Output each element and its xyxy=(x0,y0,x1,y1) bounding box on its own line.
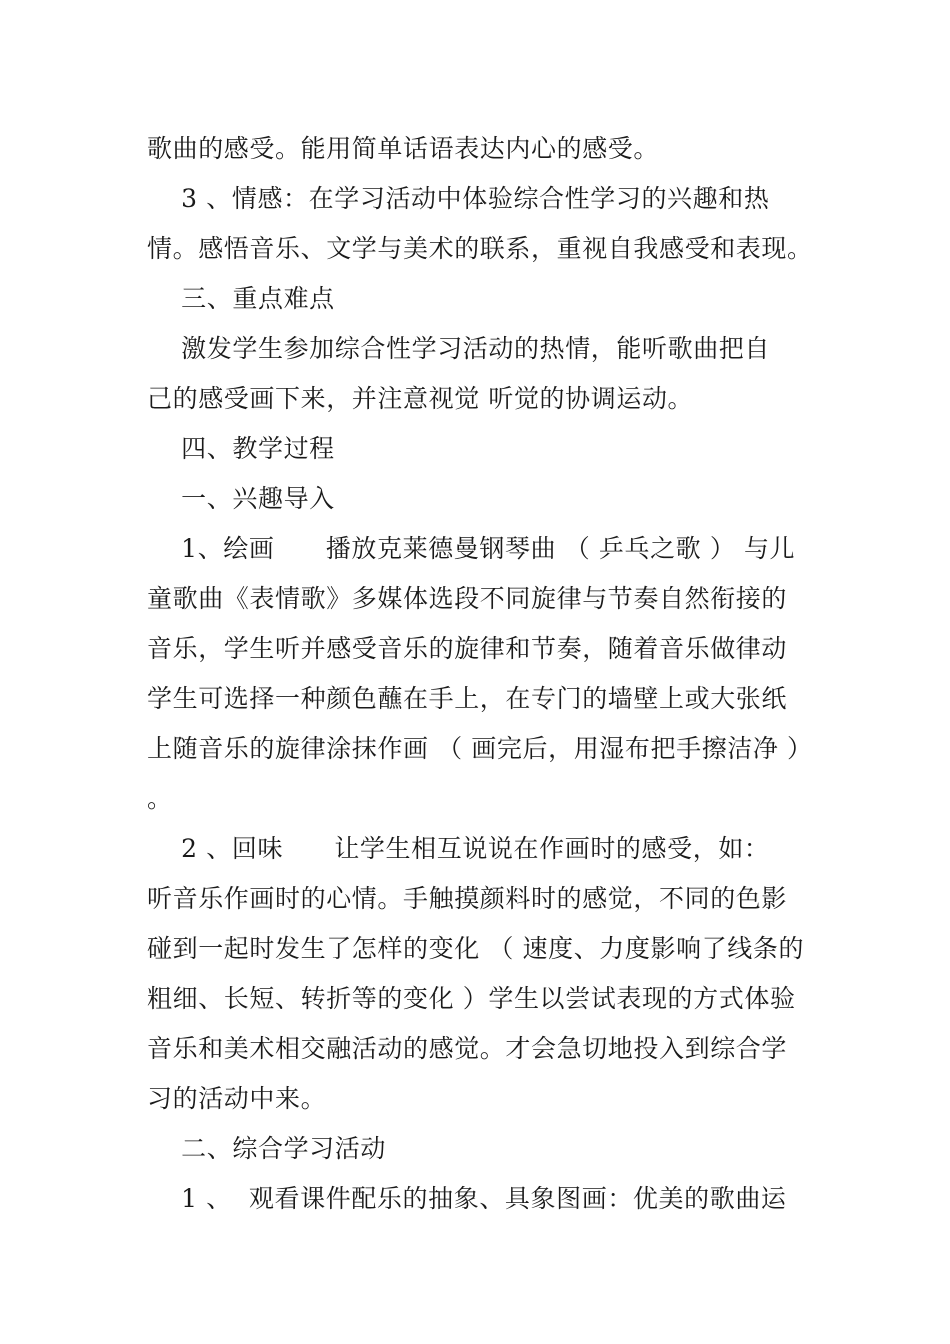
text-line: 粗细、长短、转折等的变化 ）学生以尝试表现的方式体验 xyxy=(147,984,796,1013)
text-line: 学生可选择一种颜色蘸在手上，在专门的墙壁上或大张纸 xyxy=(147,684,788,713)
section-heading: 二、综合学习活动 xyxy=(147,1134,386,1163)
section-heading: 三、重点难点 xyxy=(147,284,335,313)
text-line: 激发学生参加综合性学习活动的热情，能听歌曲把自 xyxy=(147,334,770,363)
text-line: 习的活动中来。 xyxy=(147,1084,327,1113)
section-heading: 一、兴趣导入 xyxy=(147,484,335,513)
section-heading: 四、教学过程 xyxy=(147,434,335,463)
text-line: 童歌曲《表情歌》多媒体选段不同旋律与节奏自然衔接的 xyxy=(147,584,788,613)
text-line: 听音乐作画时的心情。手触摸颜料时的感觉，不同的色影 xyxy=(147,884,788,913)
text-line: 3 、情感：在学习活动中体验综合性学习的兴趣和热 xyxy=(147,184,770,213)
text-line: 上随音乐的旋律涂抹作画 （ 画完后，用湿布把手擦洁净 ） xyxy=(147,734,813,763)
text-line: 2 、回味 让学生相互说说在作画时的感受，如： xyxy=(147,834,770,863)
text-line: 1 、 观看课件配乐的抽象、具象图画：优美的歌曲运 xyxy=(147,1184,787,1213)
text-line: 音乐和美术相交融活动的感觉。才会急切地投入到综合学 xyxy=(147,1034,788,1063)
text-line: 碰到一起时发生了怎样的变化 （ 速度、力度影响了线条的 xyxy=(147,934,805,963)
text-line: 1、绘画 播放克莱德曼钢琴曲 （ 乒乓之歌 ） 与儿 xyxy=(147,534,796,563)
text-line: 音乐，学生听并感受音乐的旋律和节奏，随着音乐做律动 xyxy=(147,634,788,663)
text-line: 。 xyxy=(147,784,173,813)
text-line: 己的感受画下来，并注意视觉 听觉的协调运动。 xyxy=(147,384,694,413)
text-line: 情。感悟音乐、文学与美术的联系，重视自我感受和表现。 xyxy=(147,234,813,263)
text-line: 歌曲的感受。能用简单话语表达内心的感受。 xyxy=(147,134,660,163)
